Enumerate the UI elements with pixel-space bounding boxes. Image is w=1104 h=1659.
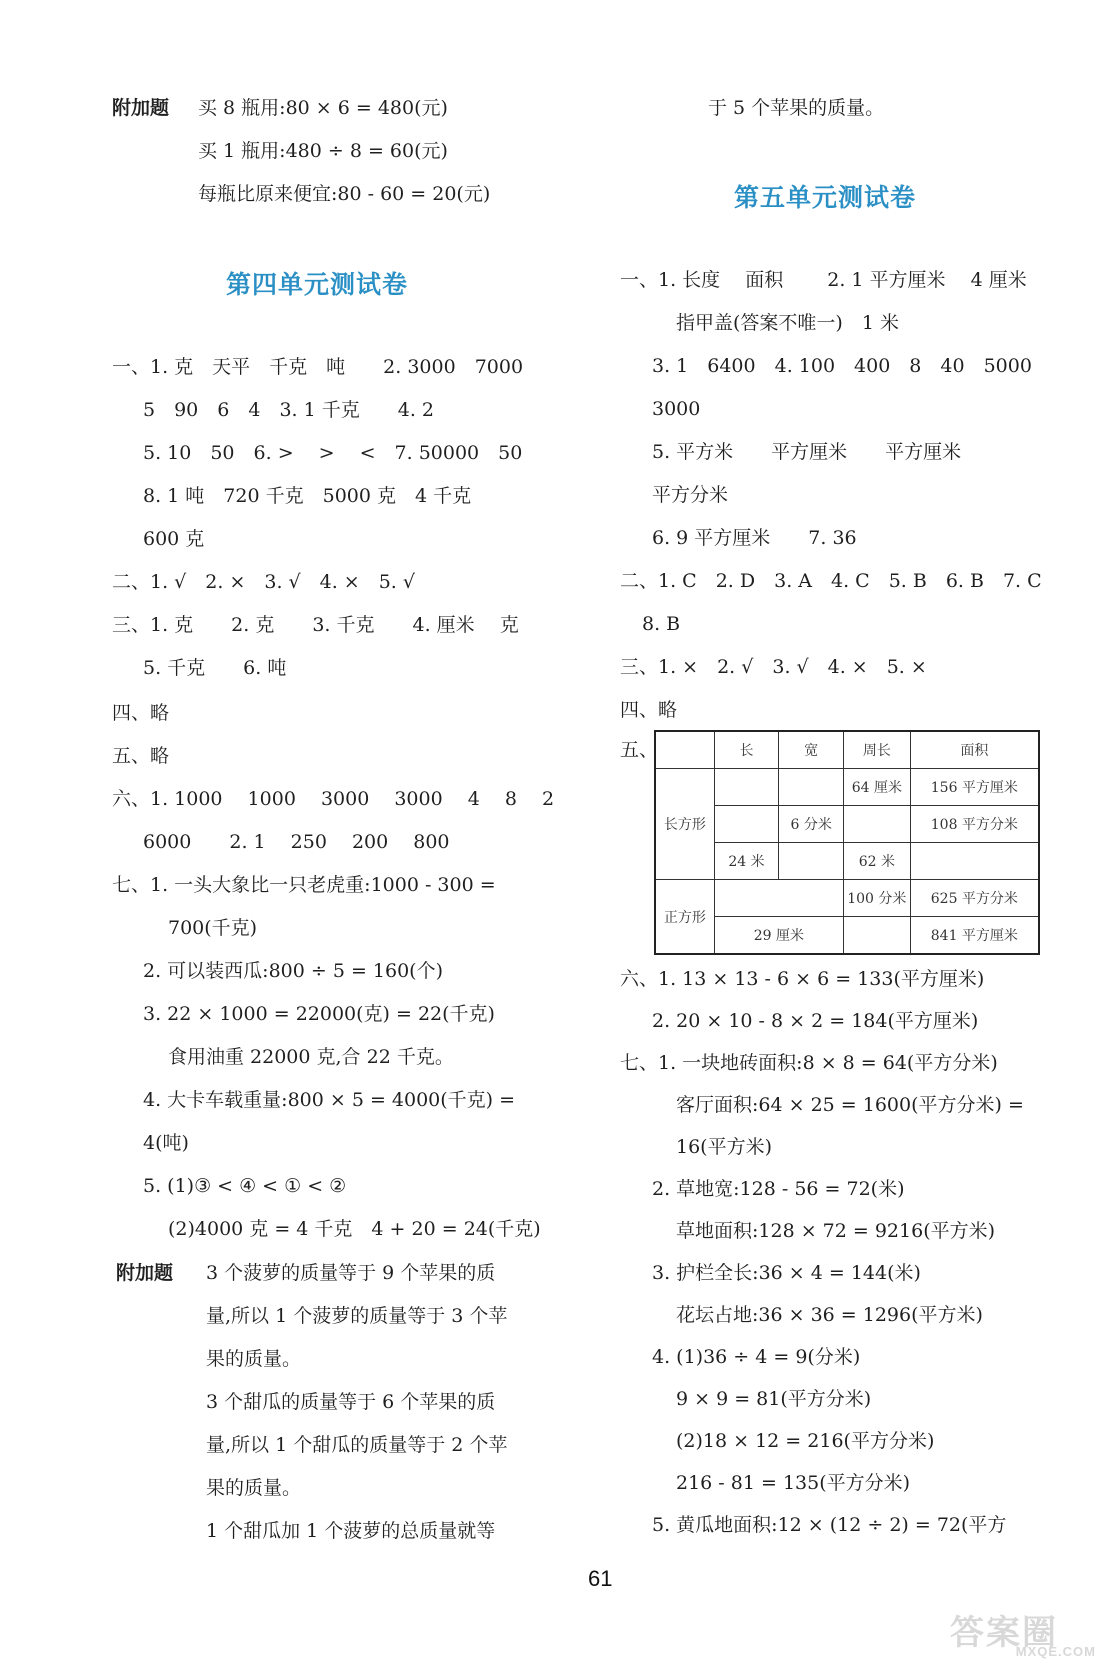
answer-line: 七、1. 一块地砖面积:8 × 8 = 64(平方分米) <box>620 1052 998 1074</box>
answer-line: 三、1. × 2. √ 3. √ 4. × 5. × <box>620 656 927 678</box>
answer-line: 食用油重 22000 克,合 22 千克。 <box>168 1046 454 1068</box>
table-section-label: 五、 <box>620 739 659 761</box>
bonus-line: 买 1 瓶用:480 ÷ 8 = 60(元) <box>198 140 448 162</box>
answer-line: 三、1. 克 2. 克 3. 千克 4. 厘米 克 <box>112 614 519 636</box>
table-cell: 24 米 <box>714 843 779 880</box>
answer-line: 七、1. 一头大象比一只老虎重:1000 - 300 = <box>112 874 496 896</box>
answer-line: 于 5 个苹果的质量。 <box>708 97 885 119</box>
answer-line: 6. 9 平方厘米 7. 36 <box>652 527 857 549</box>
row-label-rectangle: 长方形 <box>655 769 714 880</box>
answer-line: 3. 1 6400 4. 100 400 8 40 5000 <box>652 355 1032 377</box>
bonus-label: 附加题 <box>112 97 170 119</box>
bonus-line: 3 个甜瓜的质量等于 6 个苹果的质 <box>206 1391 496 1413</box>
table-cell: 100 分米 <box>843 880 910 917</box>
table-header-width: 宽 <box>779 731 844 769</box>
answer-line: 600 克 <box>143 528 205 550</box>
answer-line: 5 90 6 4 3. 1 千克 4. 2 <box>143 399 434 421</box>
answer-line: 2. 20 × 10 - 8 × 2 = 184(平方厘米) <box>652 1010 979 1032</box>
table-cell: 108 平方分米 <box>910 806 1039 843</box>
answer-line: 花坛占地:36 × 36 = 1296(平方米) <box>676 1304 983 1326</box>
watermark-url: MXQE.COM <box>1015 1644 1096 1659</box>
answer-line: 草地面积:128 × 72 = 9216(平方米) <box>676 1220 996 1242</box>
bonus-line: 买 8 瓶用:80 × 6 = 480(元) <box>198 97 448 119</box>
bonus-line: 量,所以 1 个甜瓜的质量等于 2 个苹 <box>206 1434 508 1456</box>
table-cell: 625 平方分米 <box>910 880 1039 917</box>
answer-line: 6000 2. 1 250 200 800 <box>143 831 450 853</box>
answer-line: 四、略 <box>620 699 678 721</box>
answer-line: 3. 22 × 1000 = 22000(克) = 22(千克) <box>143 1003 495 1025</box>
answer-line: 9 × 9 = 81(平方分米) <box>676 1388 872 1410</box>
answer-line: 3000 <box>652 398 701 420</box>
table-cell <box>910 843 1039 880</box>
answer-line: 4. (1)36 ÷ 4 = 9(分米) <box>652 1346 861 1368</box>
answer-line: 二、1. √ 2. × 3. √ 4. × 5. √ <box>112 571 415 593</box>
bonus-line: 每瓶比原来便宜:80 - 60 = 20(元) <box>198 183 491 205</box>
answer-line: 700(千克) <box>168 917 258 939</box>
answer-line: 平方分米 <box>652 484 729 506</box>
table-header-length: 长 <box>714 731 779 769</box>
unit5-title: 第五单元测试卷 <box>734 183 917 212</box>
table-header-area: 面积 <box>910 731 1039 769</box>
answer-line: 一、1. 克 天平 千克 吨 2. 3000 7000 <box>112 356 524 378</box>
table-cell <box>779 769 844 806</box>
answer-line: 16(平方米) <box>676 1136 773 1158</box>
rectangle-square-table <box>654 730 1040 955</box>
answer-line: 指甲盖(答案不唯一) 1 米 <box>676 312 899 334</box>
answer-line: 4. 大卡车载重量:800 × 5 = 4000(千克) = <box>143 1089 516 1111</box>
bonus-line: 量,所以 1 个菠萝的质量等于 3 个苹 <box>206 1305 508 1327</box>
table-cell <box>843 917 910 955</box>
unit4-title: 第四单元测试卷 <box>226 270 409 299</box>
table-cell: 6 分米 <box>779 806 844 843</box>
answer-line: 4(吨) <box>143 1132 189 1154</box>
answer-line: 5. (1)③ < ④ < ① < ② <box>143 1175 347 1197</box>
watermark-text: 答案圈 <box>950 1614 1058 1652</box>
row-label-square: 正方形 <box>655 880 714 955</box>
answer-line: 2. 可以装西瓜:800 ÷ 5 = 160(个) <box>143 960 444 982</box>
answer-line: 8. 1 吨 720 千克 5000 克 4 千克 <box>143 485 472 507</box>
bonus-line: 3 个菠萝的质量等于 9 个苹果的质 <box>206 1262 496 1284</box>
table-cell: 841 平方厘米 <box>910 917 1039 955</box>
bonus-line: 1 个甜瓜加 1 个菠萝的总质量就等 <box>206 1520 496 1542</box>
table-cell <box>714 806 779 843</box>
table-cell <box>843 806 910 843</box>
answer-line: 3. 护栏全长:36 × 4 = 144(米) <box>652 1262 921 1284</box>
answer-line: 8. B <box>642 613 681 635</box>
answer-line: 5. 10 50 6. > > < 7. 50000 50 <box>143 442 523 464</box>
table-header-perimeter: 周长 <box>843 731 910 769</box>
table-cell: 64 厘米 <box>843 769 910 806</box>
answer-line: 一、1. 长度 面积 2. 1 平方厘米 4 厘米 <box>620 269 1027 291</box>
table-cell: 29 厘米 <box>714 917 843 955</box>
answer-line: 五、略 <box>112 745 170 767</box>
table-corner <box>655 731 714 769</box>
page-number: 61 <box>588 1566 613 1591</box>
answer-line: 六、1. 13 × 13 - 6 × 6 = 133(平方厘米) <box>620 968 985 990</box>
bonus-label: 附加题 <box>116 1262 174 1284</box>
table-cell <box>779 843 844 880</box>
answer-line: 5. 千克 6. 吨 <box>143 657 287 679</box>
table-cell <box>714 769 779 806</box>
answer-line: 四、略 <box>112 702 170 724</box>
answer-line: 客厅面积:64 × 25 = 1600(平方分米) = <box>676 1094 1024 1116</box>
bonus-line: 果的质量。 <box>206 1477 302 1499</box>
answer-line: 六、1. 1000 1000 3000 3000 4 8 2 <box>112 788 555 810</box>
table-cell: 156 平方厘米 <box>910 769 1039 806</box>
answer-line: (2)4000 克 = 4 千克 4 + 20 = 24(千克) <box>168 1218 541 1240</box>
answer-line: 2. 草地宽:128 - 56 = 72(米) <box>652 1178 905 1200</box>
answer-line: 216 - 81 = 135(平方分米) <box>676 1472 911 1494</box>
table-cell <box>714 880 843 917</box>
answer-line: 5. 黄瓜地面积:12 × (12 ÷ 2) = 72(平方 <box>652 1514 1007 1536</box>
watermark-logo <box>950 1605 1100 1659</box>
table-cell: 62 米 <box>843 843 910 880</box>
answer-line: (2)18 × 12 = 216(平方分米) <box>676 1430 935 1452</box>
answer-line: 二、1. C 2. D 3. A 4. C 5. B 6. B 7. C <box>620 570 1042 592</box>
answer-line: 5. 平方米 平方厘米 平方厘米 <box>652 441 962 463</box>
bonus-line: 果的质量。 <box>206 1348 302 1370</box>
